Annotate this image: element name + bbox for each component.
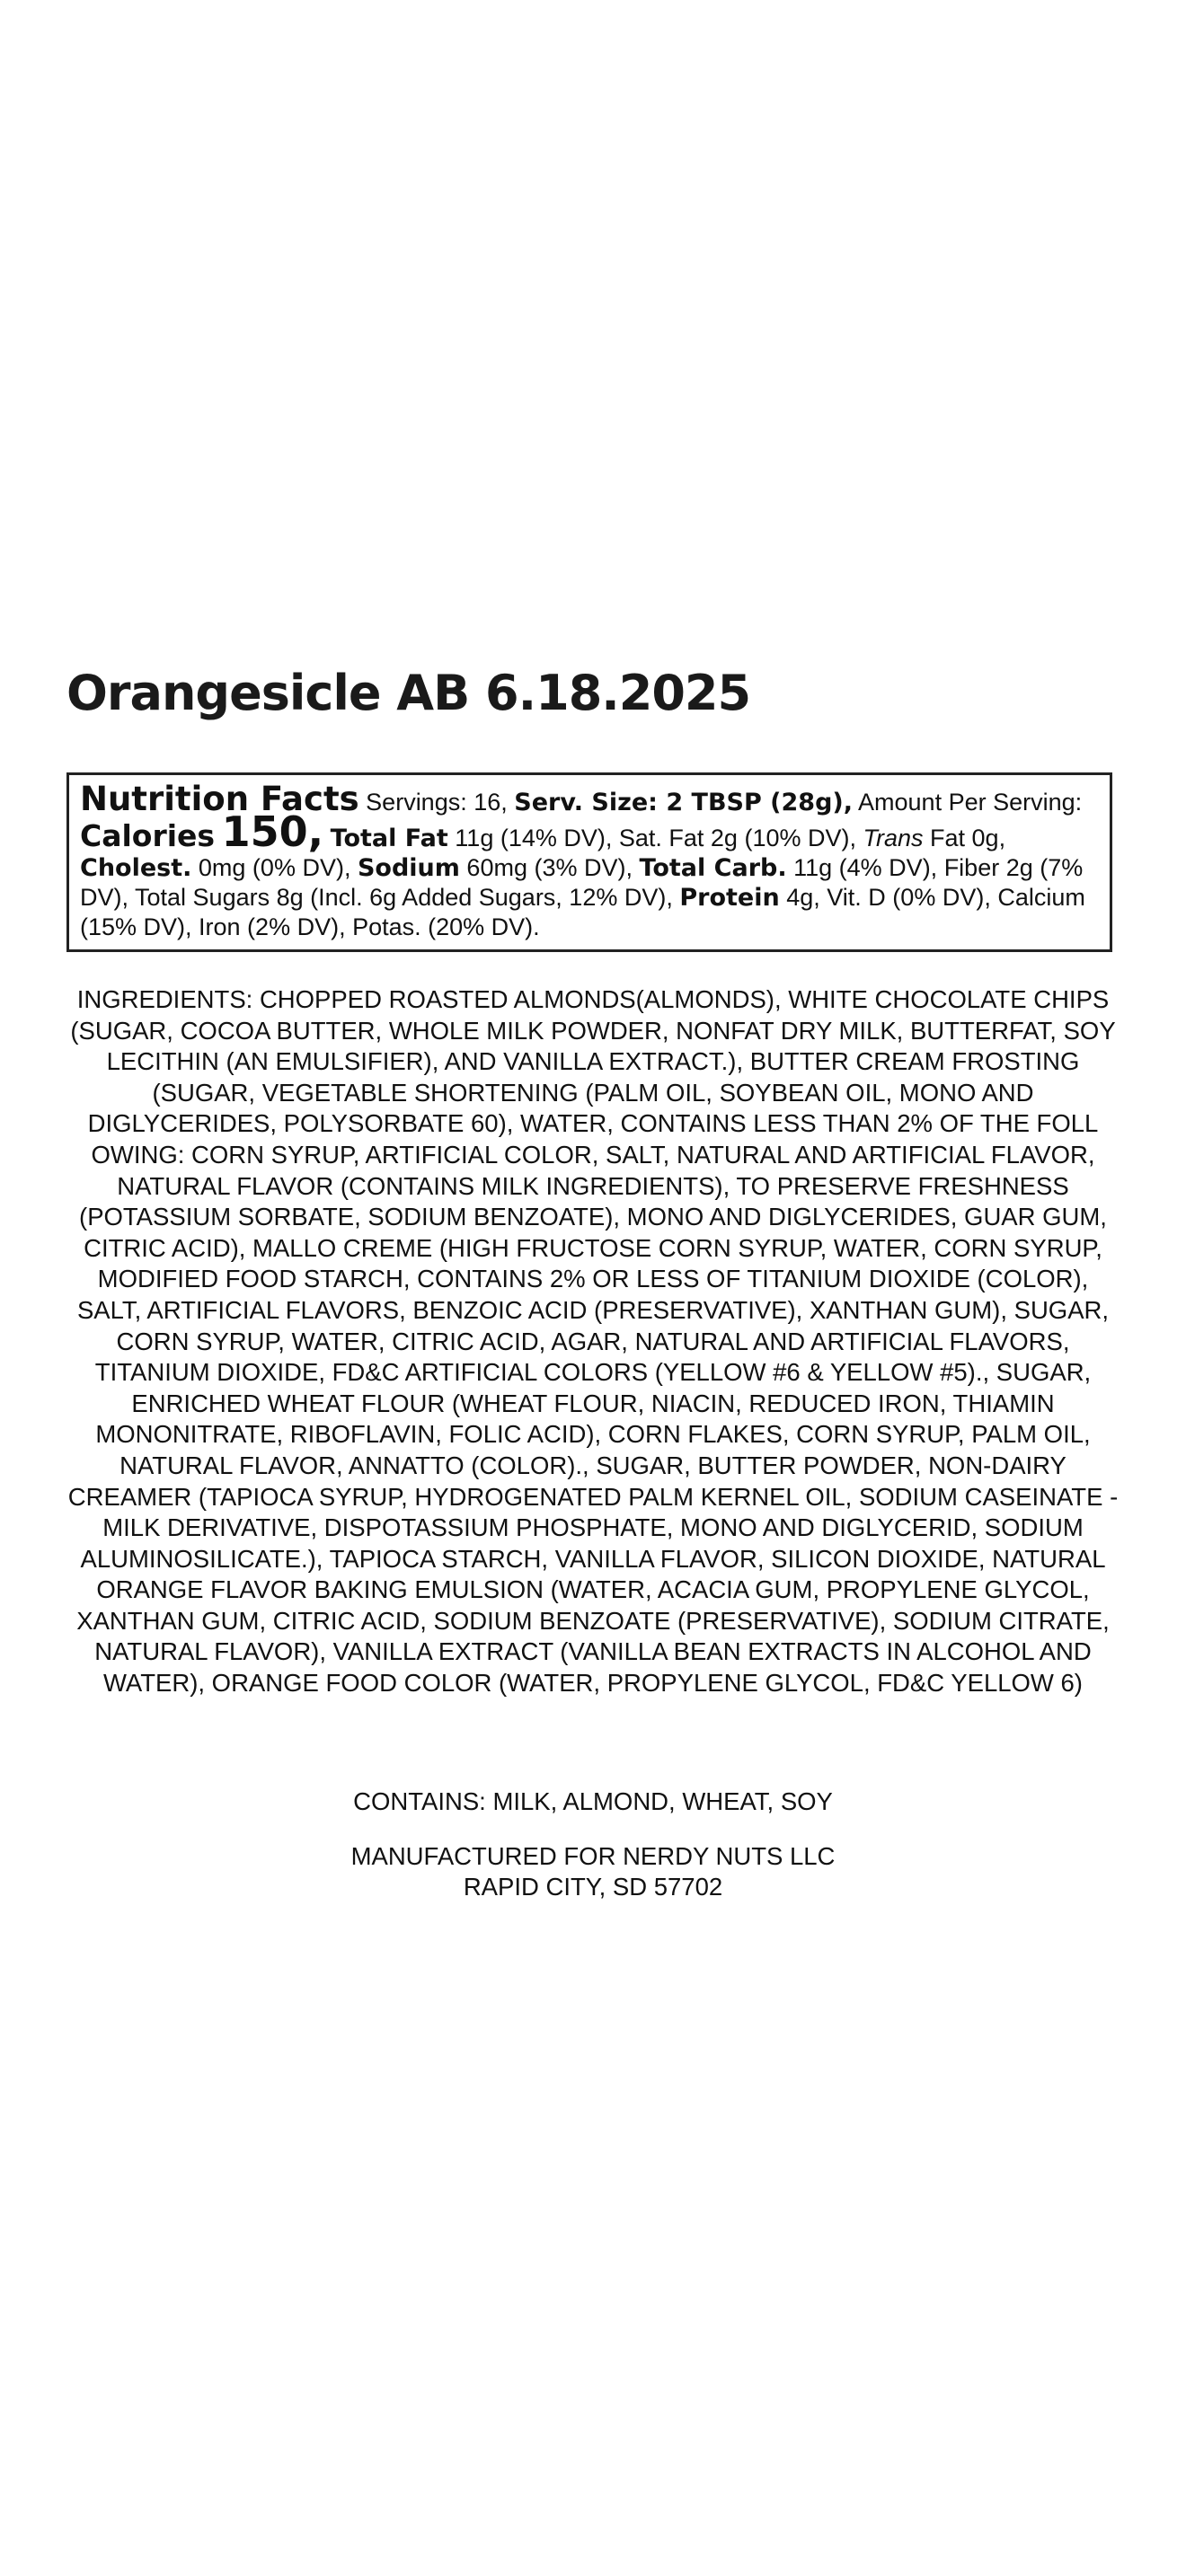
sodium-label: Sodium [357,854,460,882]
protein-label: Protein [679,884,780,912]
calories-value: 150, [221,807,324,856]
sodium-value: 60mg (3% DV), [466,854,633,881]
serving-size-text: Serv. Size: 2 TBSP (28g), [514,789,853,816]
trans-fat-label: Trans [863,825,924,851]
cholesterol-value: 0mg (0% DV), [198,854,351,881]
trans-fat-value: Fat 0g, [930,825,1006,851]
protein-value: 4g, Vit. D (0% DV), Calcium (15% DV), Iron (2% DV), Potas. (20% DV). [80,884,1085,940]
total-fat-label: Total Fat [330,825,448,852]
amount-per-serving-text: Amount Per Serving: [858,789,1083,816]
manufacturer-info [63,1841,1123,1902]
nutrition-facts-panel [66,772,1112,952]
cholesterol-label: Cholest. [80,854,192,882]
product-title: Orangesicle AB 6.18.2025 [66,665,751,721]
calories-label: Calories [80,818,216,853]
ingredients-text: INGREDIENTS: CHOPPED ROASTED ALMONDS(ALMONDS), WHITE CHOCOLATE CHIPS (SUGAR, COCOA BUTTER, WHOLE MILK POWDER, NONFAT DRY MILK, BUTTERFAT, SOY LECITHIN (AN EMULSIFIER), AND VANILLA EXTRACT.), BUTTER CREAM FROSTING (SUGAR, VEGETABLE SHORTENING (PALM OIL, SOYBEAN OIL, MONO AND DIGLYCERIDES, POLYSORBATE 60), WATER, CONTAINS LESS THAN 2% OF THE FOLL OWING: CORN SYRUP, ARTIFICIAL COLOR, SALT, NATURAL AND ARTIFICIAL FLAVOR, NATURAL FLAVOR (CONTAINS MILK INGREDIENTS), TO PRESERVE FRESHNESS (POTASSIUM SORBATE, SODIUM BENZOATE), MONO AND DIGLYCERIDES, GUAR GUM, CITRIC ACID), MALLO CREME (HIGH FRUCTOSE CORN SYRUP, WATER, CORN SYRUP, MODIFIED FOOD STARCH, CONTAINS 2% OR LESS OF TITANIUM DIOXIDE (COLOR), SALT, ARTIFICIAL FLAVORS, BENZOIC ACID (PRESERVATIVE), XANTHAN GUM), SUGAR, CORN SYRUP, WATER, CITRIC ACID, AGAR, NATURAL AND ARTIFICIAL FLAVORS, TITANIUM DIOXIDE, FD&C ARTIFICIAL COLORS (YELLOW #6 & YELLOW #5)., SUGAR, ENRICHED WHEAT FLOUR (WHEAT FLOUR, NIACIN, REDUCED IRON, THIAMIN MONONITRATE, RIBOFLAVIN, FOLIC ACID), CORN FLAKES, CORN SYRUP, PALM OIL, NATURAL FLAVOR, ANNATTO (COLOR)., SUGAR, BUTTER POWDER, NON-DAIRY CREAMER (TAPIOCA SYRUP, HYDROGENATED PALM KERNEL OIL, SODIUM CASEINATE - MILK DERIVATIVE, DISPOTASSIUM PHOSPHATE, MONO AND DIGLYCERID, SODIUM ALUMINOSILICATE.), TAPIOCA STARCH, VANILLA FLAVOR, SILICON DIOXIDE, NATURAL ORANGE FLAVOR BAKING EMULSION (WATER, ACACIA GUM, PROPYLENE GLYCOL, XANTHAN GUM, CITRIC ACID, SODIUM BENZOATE (PRESERVATIVE), SODIUM CITRATE, NATURAL FLAVOR), VANILLA EXTRACT (VANILLA BEAN EXTRACTS IN ALCOHOL AND WATER), ORANGE FOOD COLOR (WATER, PROPYLENE GLYCOL, FD&C YELLOW 6) [67,985,1119,1698]
allergen-statement: CONTAINS: MILK, ALMOND, WHEAT, SOY [353,1787,833,1815]
total-fat-value: 11g (14% DV), Sat. Fat 2g (10% DV), [455,825,856,851]
total-carb-label: Total Carb. [639,854,787,882]
manufacturer-name: MANUFACTURED FOR NERDY NUTS LLC [350,1842,836,1870]
nutrition-facts-heading: Nutrition Facts [80,780,359,818]
manufacturer-address: RAPID CITY, SD 57702 [463,1873,723,1901]
servings-text: Servings: 16, [366,789,508,816]
total-carb-value: 11g (4% DV), Fiber 2g (7% DV), Total Sugars 8g (Incl. 6g Added Sugars, 12% DV), [80,854,1084,911]
